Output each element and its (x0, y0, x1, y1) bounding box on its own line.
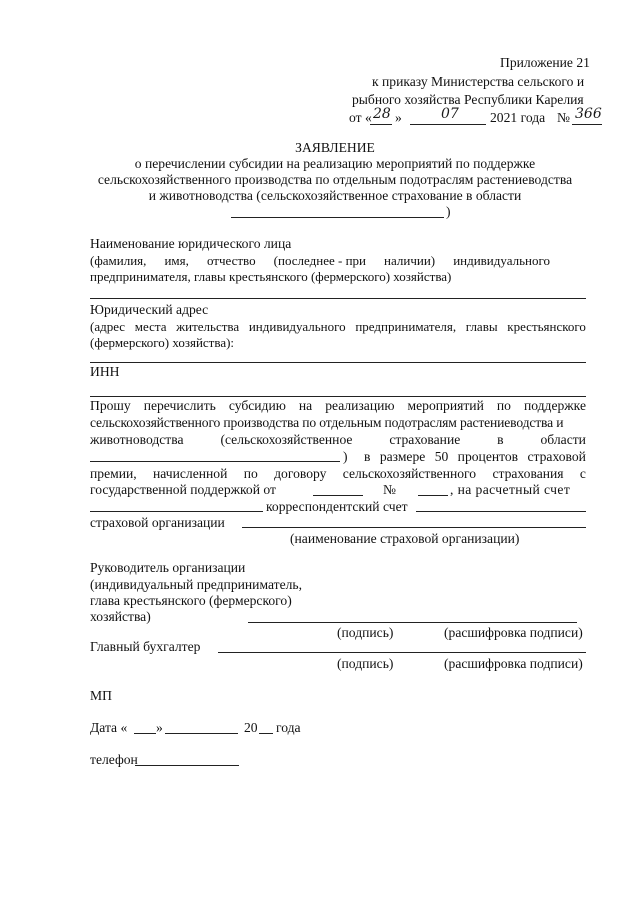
word: сельскохозяйственного (342, 466, 477, 481)
word: субсидию (228, 398, 286, 413)
word: перечислить (143, 398, 216, 413)
hint-word: жительства (176, 319, 240, 334)
handwritten-number: 366 (575, 106, 602, 122)
word: (сельскохозяйственное (220, 432, 353, 447)
word: в (497, 432, 504, 447)
word: по (243, 466, 258, 481)
hint-word: (адрес (90, 319, 126, 334)
title-line1: о перечислении субсидии на реализацию мероприятий по поддержке (134, 156, 536, 171)
title-close-paren: ) (446, 204, 451, 219)
handwritten-month: 07 (441, 106, 459, 122)
head-label-line2: (индивидуальный предприниматель, (90, 577, 302, 592)
word: в (364, 449, 371, 464)
stamp-label: МП (90, 688, 112, 703)
hint-word: имя, (164, 253, 189, 268)
accountant-signature-line (218, 652, 586, 653)
date-day-blank (134, 733, 156, 734)
word: договору (274, 466, 327, 481)
word: по (496, 398, 511, 413)
word: животноводства (90, 432, 184, 447)
word: страхование (389, 432, 461, 447)
address-label: Юридический адрес (90, 302, 209, 317)
title-line3: и животноводства (сельскохозяйственное страхование в области (148, 188, 522, 203)
date-quote-close: » (156, 720, 163, 735)
insurer-name-hint: (наименование страховой организации) (290, 531, 520, 546)
accountant-decode-hint: (расшифровка подписи) (444, 656, 583, 671)
word: размере (379, 449, 426, 464)
appendix-label: Приложение 21 (500, 55, 590, 70)
date-month-blank (165, 733, 238, 734)
phone-blank (135, 765, 239, 766)
date-year-blank (259, 733, 273, 734)
document-heading: ЗАЯВЛЕНИЕ (295, 140, 375, 155)
date-century: 20 (244, 720, 258, 735)
settlement-account-blank (90, 511, 263, 512)
hint-word: индивидуального (248, 319, 346, 334)
hint-word: (фамилия, (90, 253, 147, 268)
contract-number-blank (418, 495, 448, 496)
hint-word: отчество (206, 253, 256, 268)
inn-label: ИНН (90, 364, 120, 379)
date-mid: » (395, 110, 402, 125)
hint-word: предпринимателя, (355, 319, 457, 334)
hint-word: крестьянского (507, 319, 586, 334)
number-underline (572, 124, 602, 125)
head-label-line3: глава крестьянского (фермерского) (90, 593, 292, 608)
title-line2: сельскохозяйственного производства по отдельным подотраслям растениеводства (97, 172, 573, 187)
order-reference-line2: рыбного хозяйства Республики Карелия (352, 92, 584, 107)
address-hint (90, 319, 586, 335)
request-line1 (90, 398, 586, 414)
request-line3 (90, 432, 586, 448)
insurance-area-blank (90, 461, 340, 462)
corr-account-blank (416, 511, 586, 512)
hint-word: (последнее - при (273, 253, 366, 268)
date-label: Дата « (90, 720, 128, 735)
word: мероприятий (407, 398, 484, 413)
request-line5 (90, 466, 586, 482)
contract-date-blank (313, 495, 363, 496)
hint-word: индивидуального (453, 253, 550, 268)
phone-label: телефон (90, 752, 138, 767)
contract-number-sign: № (383, 482, 396, 497)
word: начисленной (153, 466, 228, 481)
word: с (579, 466, 586, 481)
entity-name-hint2: предпринимателя, главы крестьянского (фермерского) хозяйства) (90, 269, 452, 284)
head-decode-hint: (расшифровка подписи) (444, 625, 583, 640)
head-label-line4: хозяйства) (90, 609, 151, 624)
date-year-word: года (276, 720, 301, 735)
order-reference-line1: к приказу Министерства сельского и (372, 74, 585, 89)
entity-name-label: Наименование юридического лица (90, 236, 292, 251)
word: страхования (492, 466, 564, 481)
handwritten-day: 28 (373, 106, 391, 122)
inn-line (90, 396, 586, 397)
word: премии, (90, 466, 137, 481)
date-prefix: от « (349, 110, 372, 125)
request-line4 (364, 449, 586, 465)
word: Прошу (90, 398, 131, 413)
head-label-line1: Руководитель организации (90, 560, 246, 575)
year-text: 2021 года (490, 110, 546, 125)
word: области (540, 432, 586, 447)
accountant-signature-hint: (подпись) (337, 656, 394, 671)
entity-name-hint (90, 253, 550, 269)
word: страховой (527, 449, 586, 464)
area-close-paren: ) (343, 449, 348, 464)
word: реализацию (325, 398, 395, 413)
word: процентов (457, 449, 519, 464)
corr-account-label: корреспондентский счет (266, 499, 408, 514)
month-underline (410, 124, 486, 125)
head-signature-line (248, 622, 577, 623)
hint-word: наличии) (384, 253, 436, 268)
accountant-label: Главный бухгалтер (90, 639, 201, 654)
request-line2: сельскохозяйственного производства по отдельным подотраслям растениеводства и (90, 415, 564, 430)
request-line6-start: государственной поддержкой от (90, 482, 276, 497)
entity-name-line (90, 298, 586, 299)
hint-word: главы (465, 319, 498, 334)
address-hint2: (фермерского) хозяйства): (90, 335, 235, 350)
insurer-name-line (242, 527, 586, 528)
insurer-label: страховой организации (90, 515, 225, 530)
title-blank-line (231, 217, 444, 218)
day-underline (370, 124, 392, 125)
number-sign: № (557, 110, 570, 125)
address-line (90, 362, 586, 363)
hint-word: места (134, 319, 167, 334)
word: на (298, 398, 313, 413)
head-signature-hint: (подпись) (337, 625, 394, 640)
request-line6-end: , на расчетный счет (450, 482, 571, 497)
word: поддержке (523, 398, 586, 413)
word: 50 (434, 449, 449, 464)
